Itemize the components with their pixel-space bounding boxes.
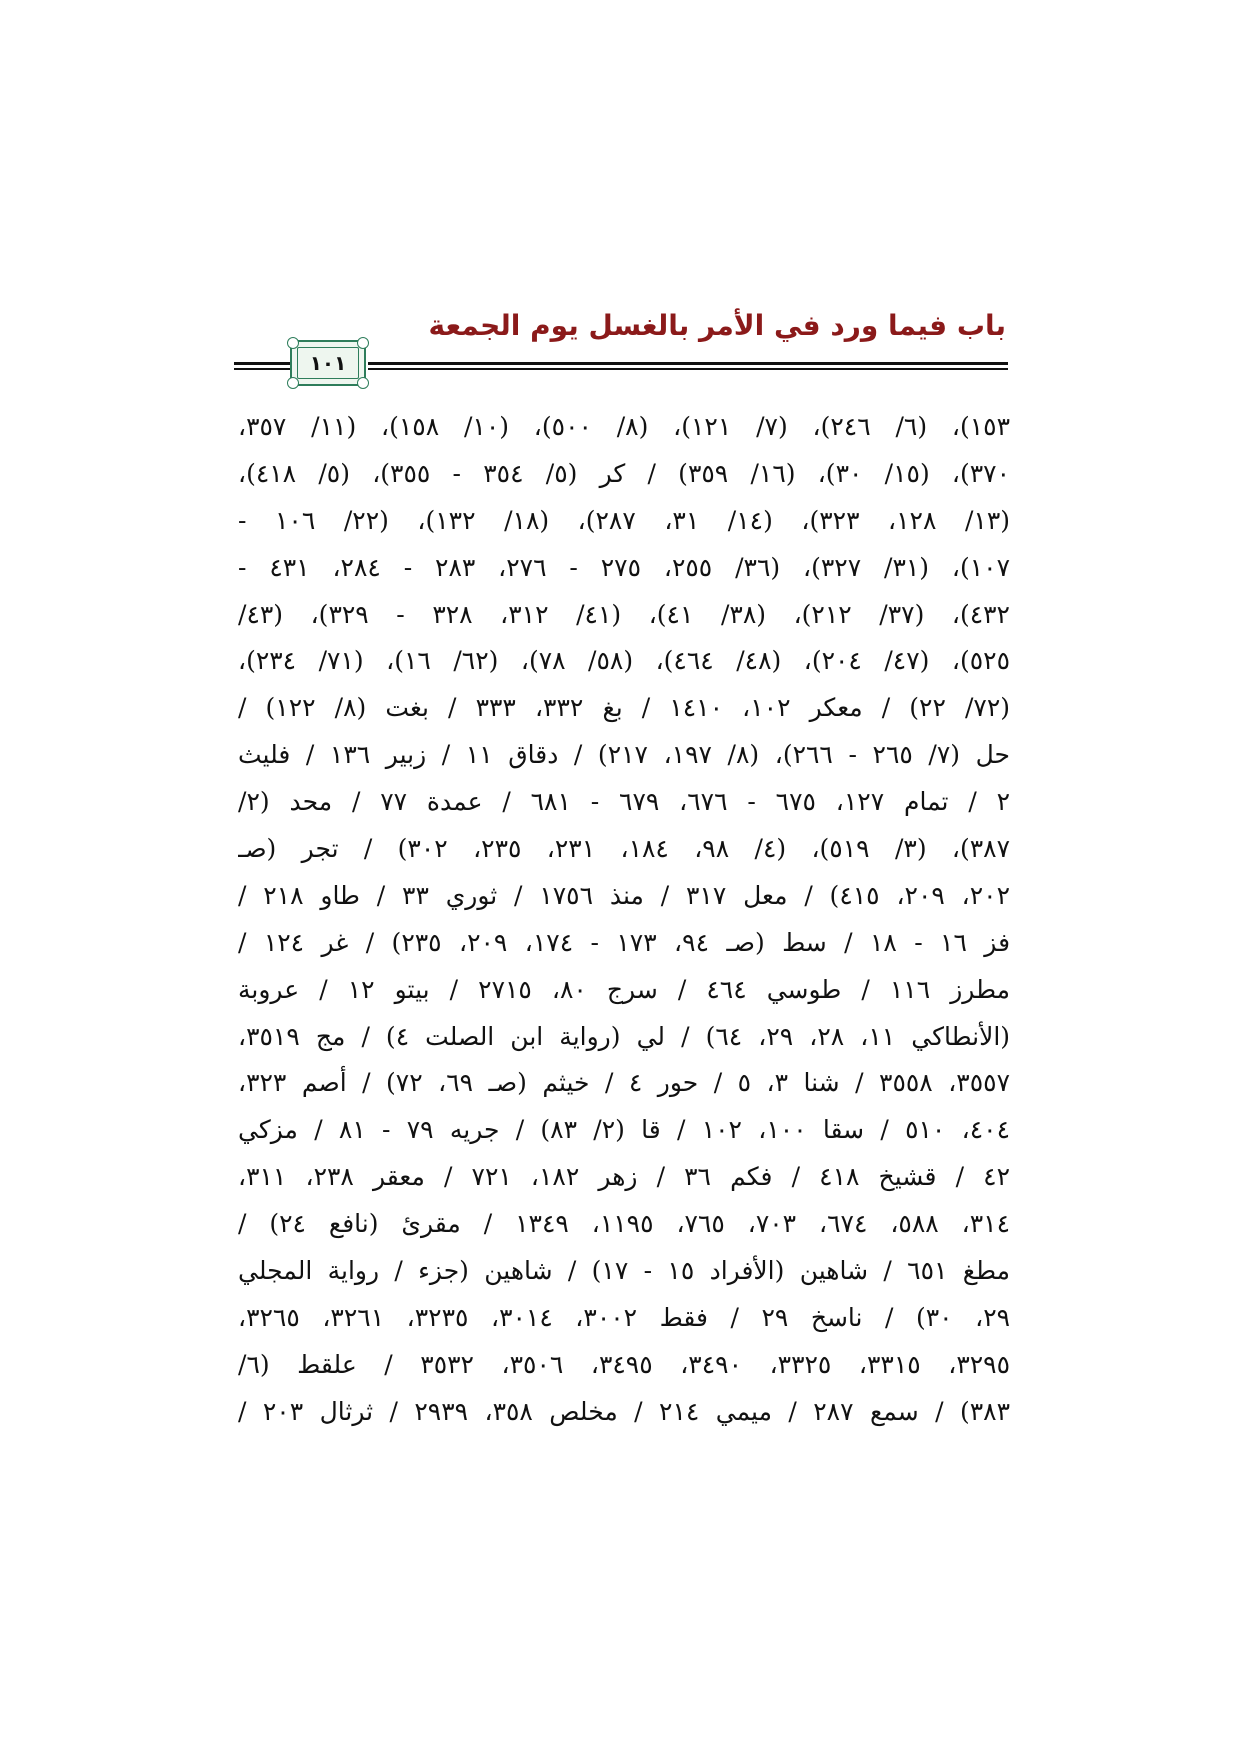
body-line: ٣٨٧)، (٣/ ٥١٩)، (٤/ ٩٨، ١٨٤، ٢٣١، ٢٣٥، ٣٠٢) / تجر (صـ xyxy=(238,834,1010,864)
body-line: ٤٣٢)، (٣٧/ ٢١٢)، (٣٨/ ٤١)، (٤١/ ٣١٢، ٣٢٨ - ٣٢٩)، (٤٣/ xyxy=(238,599,1010,629)
body-line: فز ١٦ - ١٨ / سط (صـ ٩٤، ١٧٣ - ١٧٤، ٢٠٩، ٢٣٥) / غر ١٢٤ / xyxy=(238,927,1010,957)
body-line: ٣٥٥٧، ٣٥٥٨ / شنا ٣، ٥ / حور ٤ / خيثم (صـ ٦٩، ٧٢) / أصم ٣٢٣، xyxy=(238,1068,1010,1098)
body-line: ٤٠٤، ٥١٠ / سقا ١٠٠، ١٠٢ / قا (٢/ ٨٣) / جريه ٧٩ - ٨١ / مزكي xyxy=(238,1115,1010,1145)
body-line: (الأنطاكي ١١، ٢٨، ٢٩، ٦٤) / لي (رواية ابن الصلت ٤) / مج ٣٥١٩، xyxy=(238,1021,1010,1051)
body-line: ٣٧٠)، (١٥/ ٣٠)، (١٦/ ٣٥٩) / كر (٥/ ٣٥٤ - ٣٥٥)، (٥/ ٤١٨)، xyxy=(238,458,1010,488)
body-line: حل (٧/ ٢٦٥ - ٢٦٦)، (٨/ ١٩٧، ٢١٧) / دقاق ١١ / زبير ١٣٦ / فليث xyxy=(238,740,1010,770)
header-rule-right xyxy=(368,362,1008,372)
body-line: (١٣/ ١٢٨، ٣٢٣)، (١٤/ ٣١، ٢٨٧)، (١٨/ ١٣٢)، (٢٢/ ١٠٦ - xyxy=(238,505,1010,535)
body-line: ٢٠٢، ٢٠٩، ٤١٥) / معل ٣١٧ / منذ ١٧٥٦ / ثوري ٣٣ / طاو ٢١٨ / xyxy=(238,880,1010,910)
body-line: مطرز ١١٦ / طوسي ٤٦٤ / سرج ٨٠، ٢٧١٥ / بيتو ١٢ / عروبة xyxy=(238,974,1010,1004)
page-number-ornament xyxy=(290,340,366,386)
body-text xyxy=(238,404,1010,1436)
body-line: مطغ ٦٥١ / شاهين (الأفراد ١٥ - ١٧) / شاهين (جزء / رواية المجلي xyxy=(238,1256,1010,1286)
page-number: ١٠١ xyxy=(309,351,347,375)
body-line: ٥٢٥)، (٤٧/ ٢٠٤)، (٤٨/ ٤٦٤)، (٥٨/ ٧٨)، (٦٢/ ١٦)، (٧١/ ٢٣٤)، xyxy=(238,646,1010,676)
body-line: ٣٨٣) / سمع ٢٨٧ / ميمي ٢١٤ / مخلص ٣٥٨، ٢٩٣٩ / ثرثال ٢٠٣ / xyxy=(238,1396,1010,1426)
running-header-title: باب فيما ورد في الأمر بالغسل يوم الجمعة xyxy=(428,309,1006,342)
body-line: ٣١٤، ٥٨٨، ٦٧٤، ٧٠٣، ٧٦٥، ١١٩٥، ١٣٤٩ / مقرئ (نافع ٢٤) / xyxy=(238,1209,1010,1239)
header-rule-left xyxy=(234,362,290,372)
body-line: (٧٢/ ٢٢) / معكر ١٠٢، ١٤١٠ / بغ ٣٣٢، ٣٣٣ / بغت (٨/ ١٢٢) / xyxy=(238,693,1010,723)
body-line: ١٠٧)، (٣١/ ٣٢٧)، (٣٦/ ٢٥٥، ٢٧٥ - ٢٧٦، ٢٨٣ - ٢٨٤، ٤٣١ - xyxy=(238,552,1010,582)
body-line: ٤٢ / قشيخ ٤١٨ / فكم ٣٦ / زهر ١٨٢، ٧٢١ / معقر ٢٣٨، ٣١١، xyxy=(238,1162,1010,1192)
body-line: ٢ / تمام ١٢٧، ٦٧٥ - ٦٧٦، ٦٧٩ - ٦٨١ / عمدة ٧٧ / محد (٢/ xyxy=(238,787,1010,817)
body-line: ٣٢٩٥، ٣٣١٥، ٣٣٢٥، ٣٤٩٠، ٣٤٩٥، ٣٥٠٦، ٣٥٣٢ / علقط (٦/ xyxy=(238,1349,1010,1379)
body-line: ١٥٣)، (٦/ ٢٤٦)، (٧/ ١٢١)، (٨/ ٥٠٠)، (١٠/ ١٥٨)، (١١/ ٣٥٧، xyxy=(238,412,1010,441)
body-line: ٢٩، ٣٠) / ناسخ ٢٩ / فقط ٣٠٠٢، ٣٠١٤، ٣٢٣٥، ٣٢٦١، ٣٢٦٥، xyxy=(238,1302,1010,1332)
